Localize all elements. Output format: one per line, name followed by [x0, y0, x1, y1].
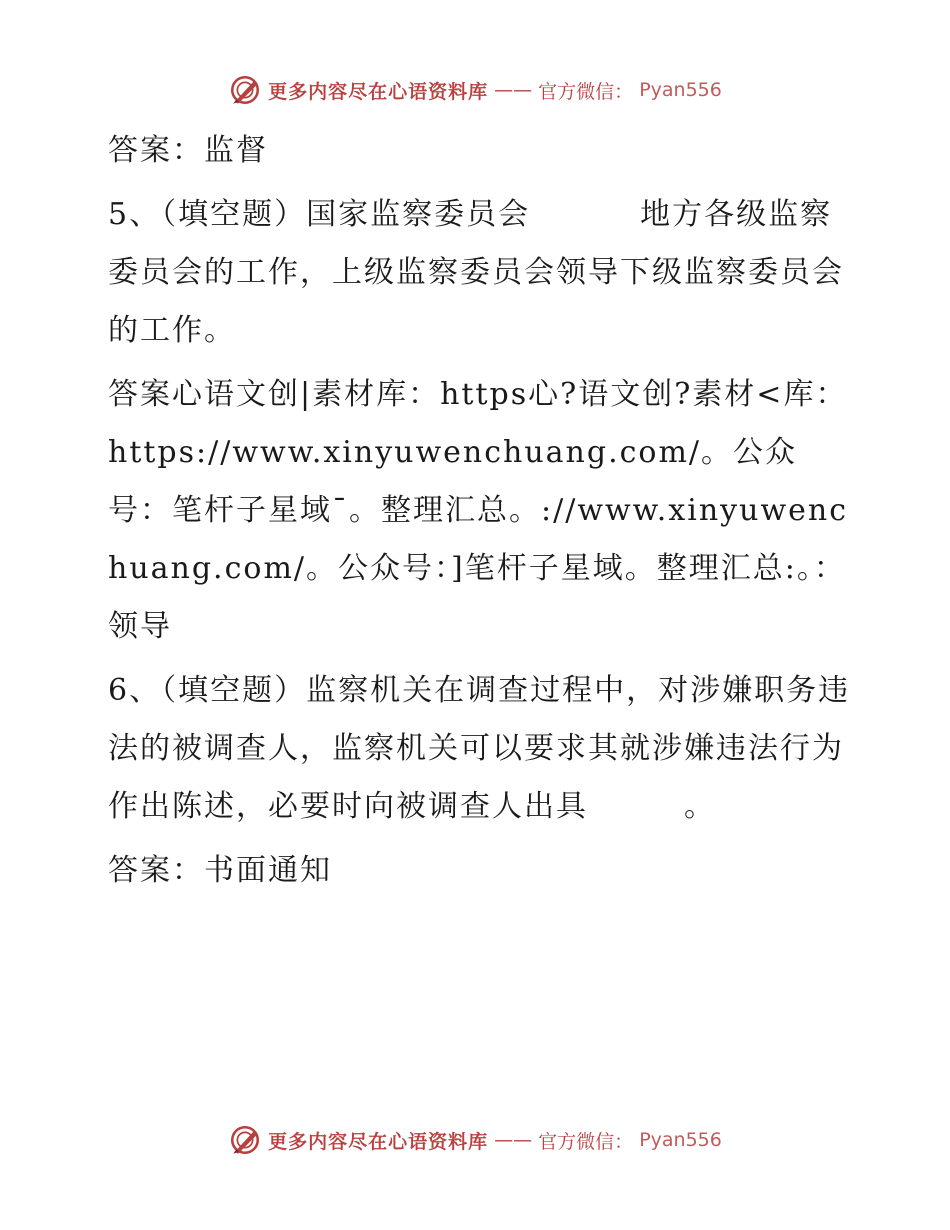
question-6-text-after: 。	[684, 789, 716, 824]
answer-4: 答案：监督	[108, 133, 268, 168]
document-body	[96, 122, 856, 900]
question-6-text-before: 6、（填空题）监察机关在调查过程中，对涉嫌职务违法的被调查人，监察机关可以要求其就涉嫌违法行为作出陈述，必要时向被调查人出具	[108, 673, 851, 824]
header-banner	[0, 70, 950, 110]
question-5-text-before: 5、（填空题）国家监察委员会	[108, 197, 531, 232]
answer-6: 答案：书面通知	[108, 853, 332, 888]
banner-wechat-handle: Pyan556	[639, 79, 722, 101]
banner-wechat-label: 官方微信：	[538, 80, 634, 103]
answer-5: 答案心语文创|素材库：https心?语文创?素材<库：https://www.xinyuwenchuang.com/。公众号：笔杆子星域¯。整理汇总。://www.xinyuwenchuang.com/。公众号：]笔杆子星域。整理汇总:。：领导	[108, 377, 848, 644]
banner-wechat-handle: Pyan556	[639, 1129, 722, 1151]
question-5	[96, 186, 856, 360]
question-6	[96, 662, 856, 836]
pen-logo-icon	[228, 73, 262, 107]
banner-brand: 更多内容尽在心语资料库	[268, 80, 489, 103]
banner-separator: ——	[494, 1129, 533, 1151]
banner-separator: ——	[494, 79, 533, 101]
footer-banner	[0, 1120, 950, 1160]
banner-wechat-label: 官方微信：	[538, 1130, 634, 1153]
question-5-text-after: 地方各级监察委员会的工作，上级监察委员会领导下级监察委员会的工作。	[108, 197, 844, 348]
banner-brand: 更多内容尽在心语资料库	[268, 1130, 489, 1153]
pen-logo-icon	[228, 1123, 262, 1157]
